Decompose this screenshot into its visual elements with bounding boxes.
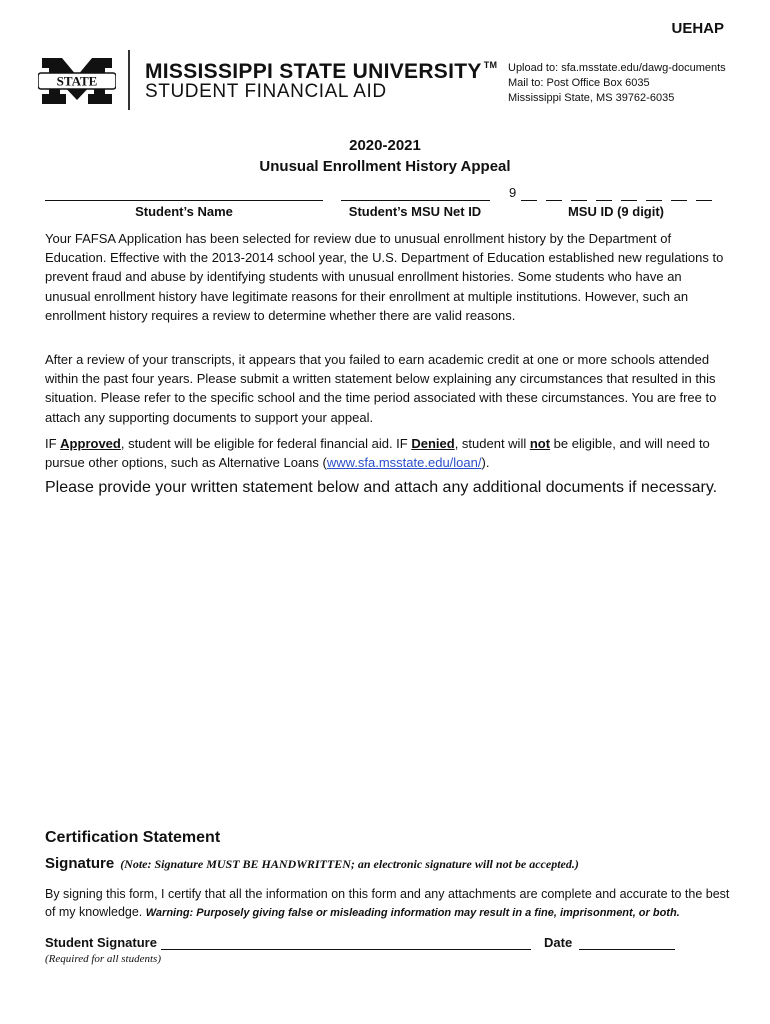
msu-m-logo-icon	[38, 56, 116, 106]
net-id-field[interactable]	[341, 200, 490, 201]
warning-text: Warning: Purposely giving false or misleading information may result in a fine, imprisonment, or both.	[145, 907, 680, 919]
msu-id-digit-field[interactable]	[621, 200, 637, 201]
msu-id-prefix: 9	[509, 185, 517, 200]
required-note: (Required for all students)	[45, 953, 161, 965]
department-name: STUDENT FINANCIAL AID	[145, 81, 387, 102]
outcome-text: , student will	[454, 436, 530, 451]
msu-id-digit-field[interactable]	[521, 200, 537, 201]
denied-text: Denied	[411, 436, 455, 451]
logo-mark-text: STATE	[56, 73, 98, 89]
review-paragraph: Your FAFSA Application has been selected for review due to unusual enrollment history by the Department of Education. Effective with the 2013-2014 school year, the U.S. Department of Education established new regulations to prevent fraud and abuse by identifying students with unusual enrollment histories. Some students who have an unusual enrollment history have legitimate reasons for their enrollment at multiple institutions. However, such an enrollment history requires a review to determine whether there are valid reasons.	[45, 231, 724, 323]
student-signature-field[interactable]	[161, 949, 531, 950]
university-logo	[38, 48, 498, 112]
form-title	[0, 135, 770, 177]
certification-text: By signing this form, I certify that all the information on this form and any attachments are complete and accurate to the best of my knowledge.	[45, 887, 730, 919]
form-code: UEHAP	[671, 20, 724, 37]
alternative-loans-link[interactable]: www.sfa.msstate.edu/loan/	[326, 455, 482, 471]
certification-title: Certification Statement	[45, 829, 221, 846]
date-label: Date	[544, 935, 573, 950]
date-field[interactable]	[579, 949, 675, 950]
mail-address: Mail to: Post Office Box 6035	[508, 77, 650, 89]
university-name-text: MISSISSIPPI STATE UNIVERSITY	[145, 60, 482, 83]
outcome-paragraph	[45, 434, 725, 472]
outcome-text: IF	[45, 436, 61, 451]
outcome-text: , student will be eligible for federal financial aid. IF	[120, 436, 412, 451]
msu-id-digit-field[interactable]	[646, 200, 662, 201]
msu-id-digit-field[interactable]	[696, 200, 712, 201]
aid-year: 2020-2021	[349, 137, 421, 154]
student-name-field[interactable]	[45, 200, 323, 201]
approved-text: Approved	[60, 436, 121, 451]
student-signature-label: Student Signature	[45, 935, 157, 950]
certification-statement	[45, 885, 735, 922]
msu-id-digit-field[interactable]	[546, 200, 562, 201]
upload-address: Upload to: sfa.msstate.edu/dawg-documents	[508, 62, 726, 74]
form-name: Unusual Enrollment History Appeal	[259, 158, 511, 175]
contact-info	[508, 61, 726, 106]
signature-heading	[45, 855, 579, 872]
msu-id-digit-field[interactable]	[571, 200, 587, 201]
signature-note: (Note: Signature MUST BE HANDWRITTEN; an electronic signature will not be accepted.)	[120, 857, 579, 871]
not-text: not	[529, 436, 551, 451]
outcome-text: ).	[481, 455, 490, 471]
student-name-label: Student’s Name	[135, 204, 233, 219]
msu-id-digit-field[interactable]	[596, 200, 612, 201]
msu-id-digit-field[interactable]	[671, 200, 687, 201]
student-info-fields	[0, 185, 770, 225]
statement-instruction: Please provide your written statement below and attach any additional documents if necessary.	[45, 479, 718, 496]
net-id-label: Student’s MSU Net ID	[348, 204, 482, 219]
msu-id-label: MSU ID (9 digit)	[567, 204, 665, 219]
outcome-text: be eligible, and will need to pursue other options, such as Alternative Loans (	[45, 436, 710, 471]
city-address: Mississippi State, MS 39762-6035	[508, 92, 675, 104]
signature-heading-text: Signature	[45, 855, 115, 872]
trademark: TM	[483, 60, 498, 70]
transcript-paragraph: After a review of your transcripts, it appears that you failed to earn academic credit at one or more schools attended within the past four years. Please submit a written statement below explaining any circumstances that resulted in this situation. Please refer to the specific school and the time period associated with these circumstances. You are free to attach any supporting documents to support your appeal.	[45, 352, 717, 425]
logo-divider	[128, 50, 130, 110]
